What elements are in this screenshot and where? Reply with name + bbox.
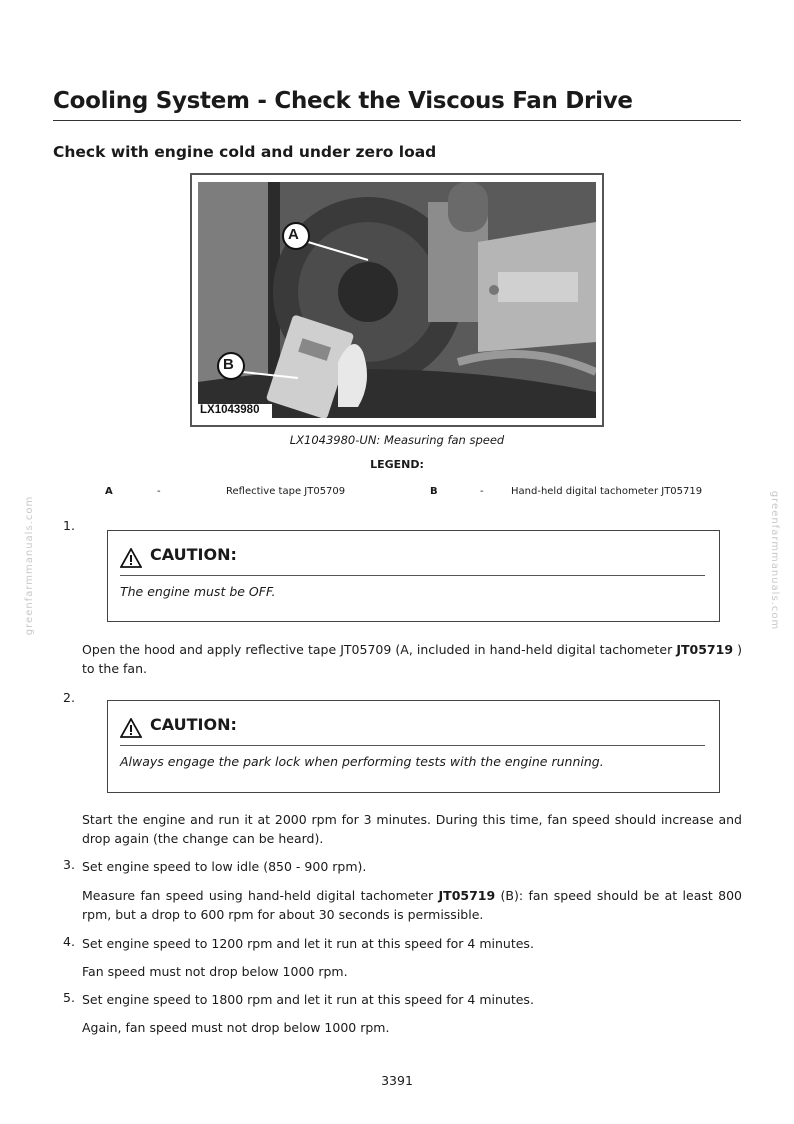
warning-triangle-icon	[120, 548, 142, 568]
legend-sep-a: -	[157, 486, 161, 497]
figure-frame	[190, 173, 604, 427]
step-text-part: (B): fan speed should be at least 800 rpm, but a drop to 600 rpm for about 30 seconds is permissible.	[82, 888, 742, 922]
figure-caption: LX1043980-UN: Measuring fan speed	[289, 433, 505, 447]
caution-box	[107, 700, 720, 793]
step-subtext: Fan speed must not drop below 1000 rpm.	[82, 964, 348, 979]
step-text: Set engine speed to 1800 rpm and let it run at this speed for 4 minutes.	[82, 992, 534, 1007]
page-number: 3391	[381, 1073, 413, 1088]
warning-triangle-icon	[120, 718, 142, 738]
caution-text: Always engage the park lock when performing tests with the engine running.	[120, 754, 604, 769]
watermark-right: greenfarmmanuals.com	[769, 490, 781, 631]
step-text-part: Measure fan speed using hand-held digital tachometer	[82, 888, 439, 903]
caution-header	[120, 715, 705, 746]
callout-label-a: A	[288, 226, 299, 243]
section-title: Check with engine cold and under zero load	[53, 143, 437, 161]
step-number: 2.	[63, 690, 75, 705]
legend-text-a: Reflective tape JT05709	[226, 486, 346, 497]
caution-text: The engine must be OFF.	[120, 584, 276, 599]
watermark-left: greenfarmmanuals.com	[24, 495, 36, 636]
step-number: 3.	[63, 857, 75, 872]
engine-photo-illustration	[198, 182, 596, 418]
callout-label-b: B	[223, 356, 234, 373]
caution-title: CAUTION:	[150, 715, 237, 734]
step-subtext: Again, fan speed must not drop below 1000 rpm.	[82, 1020, 390, 1035]
step-text	[82, 640, 742, 678]
legend-key-b: B	[430, 486, 438, 497]
caution-box	[107, 530, 720, 622]
step-text: Start the engine and run it at 2000 rpm for 3 minutes. During this time, fan speed should increase and drop again (the change can be heard).	[82, 812, 742, 846]
legend-key-a: A	[105, 486, 113, 497]
legend-text-b: Hand-held digital tachometer JT05719	[511, 486, 703, 497]
image-code: LX1043980	[200, 404, 260, 416]
legend-sep-b: -	[480, 486, 484, 497]
tool-reference-link[interactable]: JT05719	[676, 642, 734, 657]
caution-title: CAUTION:	[150, 545, 237, 564]
legend-title: LEGEND:	[370, 458, 424, 471]
step-number: 4.	[63, 934, 75, 949]
step-number: 1.	[63, 518, 75, 533]
tool-reference-link[interactable]: JT05719	[438, 888, 496, 903]
step-text: Set engine speed to 1200 rpm and let it run at this speed for 4 minutes.	[82, 936, 534, 951]
engine-photo	[198, 182, 596, 418]
page-title: Cooling System - Check the Viscous Fan Drive	[53, 88, 741, 121]
step-number: 5.	[63, 990, 75, 1005]
step-text-part: ) to the fan.	[82, 642, 742, 676]
step-subtext	[82, 886, 742, 924]
step-text-part: Open the hood and apply reflective tape JT05709 (A, included in hand-held digital tachometer	[82, 642, 677, 657]
caution-header	[120, 545, 705, 576]
step-text: Set engine speed to low idle (850 - 900 rpm).	[82, 859, 367, 874]
